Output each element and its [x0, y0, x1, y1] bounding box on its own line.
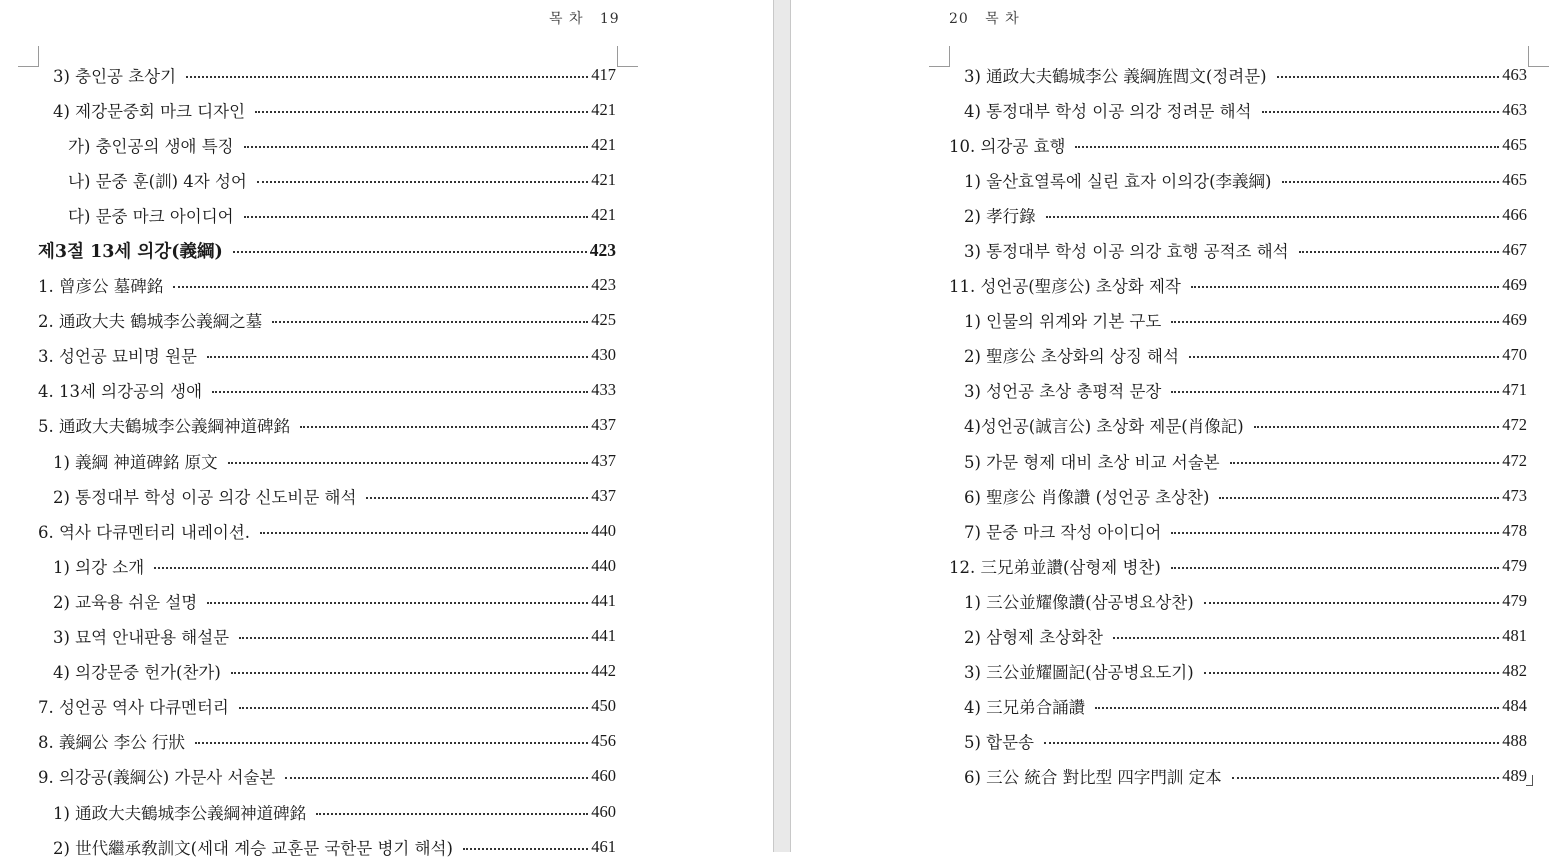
toc-entry-title: 12. 三兄弟並讚(삼형제 병찬) — [949, 557, 1161, 577]
toc-entry — [949, 408, 1527, 443]
dot-leader — [231, 672, 588, 674]
toc-entry — [949, 57, 1527, 92]
toc-entry-title: 3) 三公並耀圖記(삼공병요도기) — [964, 663, 1194, 683]
toc-entry-title: 8. 義綱公 李公 行狀 — [38, 733, 185, 753]
toc-entry-title: 4) 통정대부 학성 이공 의강 정려문 해석 — [964, 101, 1252, 121]
toc-entry-page-number: 478 — [1502, 520, 1527, 540]
dot-leader — [207, 602, 588, 604]
dot-leader — [1191, 286, 1499, 288]
toc-entry — [38, 689, 616, 724]
dot-leader — [1171, 391, 1499, 393]
dot-leader — [228, 462, 589, 464]
dot-leader — [1171, 567, 1499, 569]
toc-entry — [38, 408, 616, 443]
dot-leader — [285, 777, 588, 779]
toc-entry-page-number: 425 — [591, 310, 616, 330]
toc-entry — [949, 724, 1527, 759]
dot-leader — [1171, 321, 1499, 323]
toc-entry-title: 3) 통정대부 학성 이공 의강 효행 공적조 해석 — [964, 242, 1289, 262]
left-page — [0, 0, 773, 858]
dot-leader — [173, 286, 588, 288]
toc-entry-title: 6) 三公 統合 對比型 四字門訓 定本 — [964, 768, 1222, 788]
toc-entry-page-number: 463 — [1502, 99, 1527, 119]
right-page — [791, 0, 1556, 852]
toc-entry-title: 1) 울산효열록에 실린 효자 이의강(李義綱) — [964, 171, 1272, 191]
toc-entry-title: 1) 義綱 神道碑銘 原文 — [53, 452, 218, 472]
toc-entry-title: 7) 문중 마크 작성 아이디어 — [964, 522, 1162, 542]
toc-entry-title: 나) 문중 훈(訓) 4자 성어 — [68, 171, 247, 191]
toc-entry — [949, 583, 1527, 618]
toc-entry — [38, 513, 616, 548]
toc-entry — [38, 303, 616, 338]
toc-entry — [38, 548, 616, 583]
toc-entry — [949, 689, 1527, 724]
toc-entry-page-number: 440 — [591, 555, 616, 575]
toc-entry-title: 1. 曾彦公 墓碑銘 — [38, 277, 164, 297]
toc-entry-page-number: 484 — [1502, 696, 1527, 716]
toc-entry-page-number: 469 — [1502, 275, 1527, 295]
toc-entry-title: 5) 합문송 — [964, 733, 1034, 753]
dot-leader — [1277, 76, 1500, 78]
toc-entry-page-number: 481 — [1502, 626, 1527, 646]
toc-entry-page-number: 472 — [1502, 450, 1527, 470]
toc-entry-page-number: 456 — [591, 731, 616, 751]
dot-leader — [239, 637, 588, 639]
toc-entry-page-number: 433 — [591, 380, 616, 400]
dot-leader — [154, 567, 588, 569]
toc-entry — [949, 548, 1527, 583]
toc-entry-page-number: 450 — [591, 696, 616, 716]
toc-entry-title: 6. 역사 다큐멘터리 내레이션. — [38, 522, 251, 542]
toc-entry-page-number: 421 — [591, 134, 616, 154]
toc-entry-title: 2) 孝行錄 — [964, 206, 1036, 226]
toc-entry-page-number: 482 — [1502, 661, 1527, 681]
table-of-contents — [38, 57, 616, 864]
dot-leader — [316, 813, 588, 815]
dot-leader — [1204, 602, 1500, 604]
toc-entry — [949, 127, 1527, 162]
toc-entry-page-number: 467 — [1502, 240, 1527, 260]
toc-entry — [949, 478, 1527, 513]
toc-entry-title: 다) 문중 마크 아이디어 — [68, 206, 234, 226]
dot-leader — [1262, 111, 1500, 113]
toc-entry-page-number: 465 — [1502, 134, 1527, 154]
toc-entry-page-number: 421 — [591, 169, 616, 189]
toc-entry-page-number: 473 — [1502, 485, 1527, 505]
crop-mark-top-right — [1528, 46, 1549, 67]
dot-leader — [1219, 497, 1499, 499]
dot-leader — [1046, 216, 1500, 218]
toc-entry-title: 가) 충인공의 생애 특징 — [68, 136, 234, 156]
toc-entry — [949, 268, 1527, 303]
toc-entry-page-number: 441 — [591, 626, 616, 646]
toc-entry — [38, 443, 616, 478]
toc-entry-page-number: 421 — [591, 99, 616, 119]
toc-entry-title: 2) 世代繼承敎訓文(세대 계승 교훈문 국한문 병기 해석) — [53, 838, 453, 858]
toc-entry-title: 2) 교육용 쉬운 설명 — [53, 592, 198, 612]
toc-entry-title: 3) 묘역 안내판용 해설문 — [53, 628, 230, 648]
toc-entry-title: 2) 삼형제 초상화찬 — [964, 628, 1103, 648]
toc-entry-title: 4) 제강문중회 마크 디자인 — [53, 101, 246, 121]
dot-leader — [300, 426, 588, 428]
toc-entry — [38, 829, 616, 864]
toc-entry-page-number: 440 — [591, 520, 616, 540]
dot-leader — [1299, 251, 1500, 253]
crop-mark-top-right — [617, 46, 638, 67]
toc-entry — [949, 92, 1527, 127]
toc-entry-page-number: 461 — [591, 836, 616, 856]
toc-entry — [949, 654, 1527, 689]
toc-entry-page-number: 460 — [591, 766, 616, 786]
toc-entry-page-number: 479 — [1502, 555, 1527, 575]
dot-leader — [1254, 426, 1500, 428]
dot-leader — [1189, 356, 1499, 358]
toc-entry-title: 1) 인물의 위계와 기본 구도 — [964, 312, 1162, 332]
dot-leader — [1044, 742, 1499, 744]
toc-entry — [38, 583, 616, 618]
toc-entry-page-number: 460 — [591, 801, 616, 821]
dot-leader — [1232, 777, 1500, 779]
toc-entry-title: 2) 통정대부 학성 이공 의강 신도비문 해석 — [53, 487, 357, 507]
toc-entry-page-number: 417 — [591, 64, 616, 84]
crop-mark-top-left — [18, 46, 39, 67]
toc-entry-page-number: 471 — [1502, 380, 1527, 400]
dot-leader — [272, 321, 588, 323]
crop-mark-top-left — [929, 46, 950, 67]
dot-leader — [1204, 672, 1500, 674]
toc-entry-page-number: 488 — [1502, 731, 1527, 751]
toc-entry — [38, 127, 616, 162]
dot-leader — [1113, 637, 1499, 639]
toc-entry-title: 4. 13세 의강공의 생애 — [38, 382, 203, 402]
toc-entry-page-number: 421 — [591, 204, 616, 224]
dot-leader — [366, 497, 588, 499]
toc-entry — [38, 794, 616, 829]
toc-entry-title: 3) 通政大夫鶴城李公 義綱旌閭文(정려문) — [964, 66, 1267, 86]
toc-entry — [38, 478, 616, 513]
toc-entry-title: 4)성언공(誠言公) 초상화 제문(肖像記) — [964, 417, 1244, 437]
toc-entry — [949, 373, 1527, 408]
toc-entry-title: 4) 의강문중 헌가(찬가) — [53, 663, 221, 683]
toc-entry-page-number: 437 — [591, 485, 616, 505]
dot-leader — [1095, 707, 1499, 709]
toc-entry — [949, 197, 1527, 232]
toc-entry-page-number: 465 — [1502, 169, 1527, 189]
toc-entry-page-number: 430 — [591, 345, 616, 365]
page-header: 목 차 19 — [549, 11, 620, 27]
toc-entry-page-number: 469 — [1502, 310, 1527, 330]
dot-leader — [255, 111, 588, 113]
toc-entry-page-number: 463 — [1502, 64, 1527, 84]
dot-leader — [186, 76, 588, 78]
toc-entry — [38, 57, 616, 92]
dot-leader — [260, 532, 588, 534]
toc-entry-page-number: 472 — [1502, 415, 1527, 435]
toc-entry-title: 4) 三兄弟合誦讚 — [964, 698, 1086, 718]
toc-entry-title: 5. 通政大夫鶴城李公義綱神道碑銘 — [38, 417, 290, 437]
toc-entry-title: 6) 聖彦公 肖像讚 (성언공 초상찬) — [964, 487, 1210, 507]
toc-entry-page-number: 479 — [1502, 590, 1527, 610]
table-of-contents — [949, 57, 1527, 794]
toc-entry-title: 1) 의강 소개 — [53, 557, 145, 577]
toc-entry-page-number: 437 — [591, 450, 616, 470]
toc-entry-title: 9. 의강공(義綱公) 가문사 서술본 — [38, 768, 276, 788]
toc-entry — [38, 92, 616, 127]
dot-leader — [1075, 146, 1499, 148]
toc-entry-title: 7. 성언공 역사 다큐멘터리 — [38, 698, 229, 718]
toc-entry-page-number: 423 — [589, 239, 616, 260]
toc-entry — [38, 162, 616, 197]
toc-entry-page-number: 442 — [591, 661, 616, 681]
dot-leader — [1282, 181, 1500, 183]
dot-leader — [1171, 532, 1499, 534]
toc-entry — [949, 162, 1527, 197]
toc-entry — [38, 619, 616, 654]
dot-leader — [1230, 462, 1500, 464]
toc-entry-page-number: 466 — [1502, 204, 1527, 224]
toc-entry-title: 5) 가문 형제 대비 초상 비교 서술본 — [964, 452, 1220, 472]
toc-entry-page-number: 441 — [591, 590, 616, 610]
dot-leader — [239, 707, 588, 709]
toc-entry-page-number: 423 — [591, 275, 616, 295]
toc-entry — [949, 303, 1527, 338]
toc-entry — [949, 619, 1527, 654]
toc-entry — [38, 338, 616, 373]
toc-entry-title: 3) 충인공 초상기 — [53, 66, 177, 86]
toc-entry-title: 3) 성언공 초상 총평적 문장 — [964, 382, 1162, 402]
dot-leader — [212, 391, 588, 393]
toc-entry — [949, 759, 1527, 794]
toc-entry — [949, 232, 1527, 267]
toc-entry-title: 11. 성언공(聖彦公) 초상화 제작 — [949, 277, 1181, 297]
toc-entry-title: 1) 通政大夫鶴城李公義綱神道碑銘 — [53, 803, 307, 823]
dot-leader — [257, 181, 588, 183]
toc-entry — [38, 373, 616, 408]
dot-leader — [244, 216, 589, 218]
toc-entry — [38, 724, 616, 759]
toc-entry-title: 제3절 13세 의강(義綱) — [38, 241, 223, 262]
toc-entry-page-number: 437 — [591, 415, 616, 435]
toc-entry — [38, 759, 616, 794]
toc-entry — [949, 443, 1527, 478]
toc-entry-page-number: 470 — [1502, 345, 1527, 365]
page-header: 20 목 차 — [949, 11, 1020, 27]
dot-leader — [244, 146, 589, 148]
toc-entry — [38, 197, 616, 232]
toc-entry — [949, 513, 1527, 548]
dot-leader — [207, 356, 588, 358]
page-gutter — [773, 0, 791, 852]
toc-entry — [38, 268, 616, 303]
toc-entry-title: 10. 의강공 효행 — [949, 136, 1066, 156]
toc-section-heading — [38, 232, 616, 267]
toc-entry-title: 2. 通政大夫 鶴城李公義綱之墓 — [38, 312, 263, 332]
toc-entry-title: 1) 三公並耀像讚(삼공병요상찬) — [964, 592, 1194, 612]
dot-leader — [463, 848, 588, 850]
toc-entry-title: 2) 聖彦公 초상화의 상징 해석 — [964, 347, 1179, 367]
toc-entry-title: 3. 성언공 묘비명 원문 — [38, 347, 197, 367]
toc-entry-page-number: 489 — [1502, 766, 1527, 786]
toc-entry — [38, 654, 616, 689]
dot-leader — [233, 251, 587, 253]
dot-leader — [195, 742, 588, 744]
end-corner-mark — [1526, 775, 1533, 786]
toc-entry — [949, 338, 1527, 373]
